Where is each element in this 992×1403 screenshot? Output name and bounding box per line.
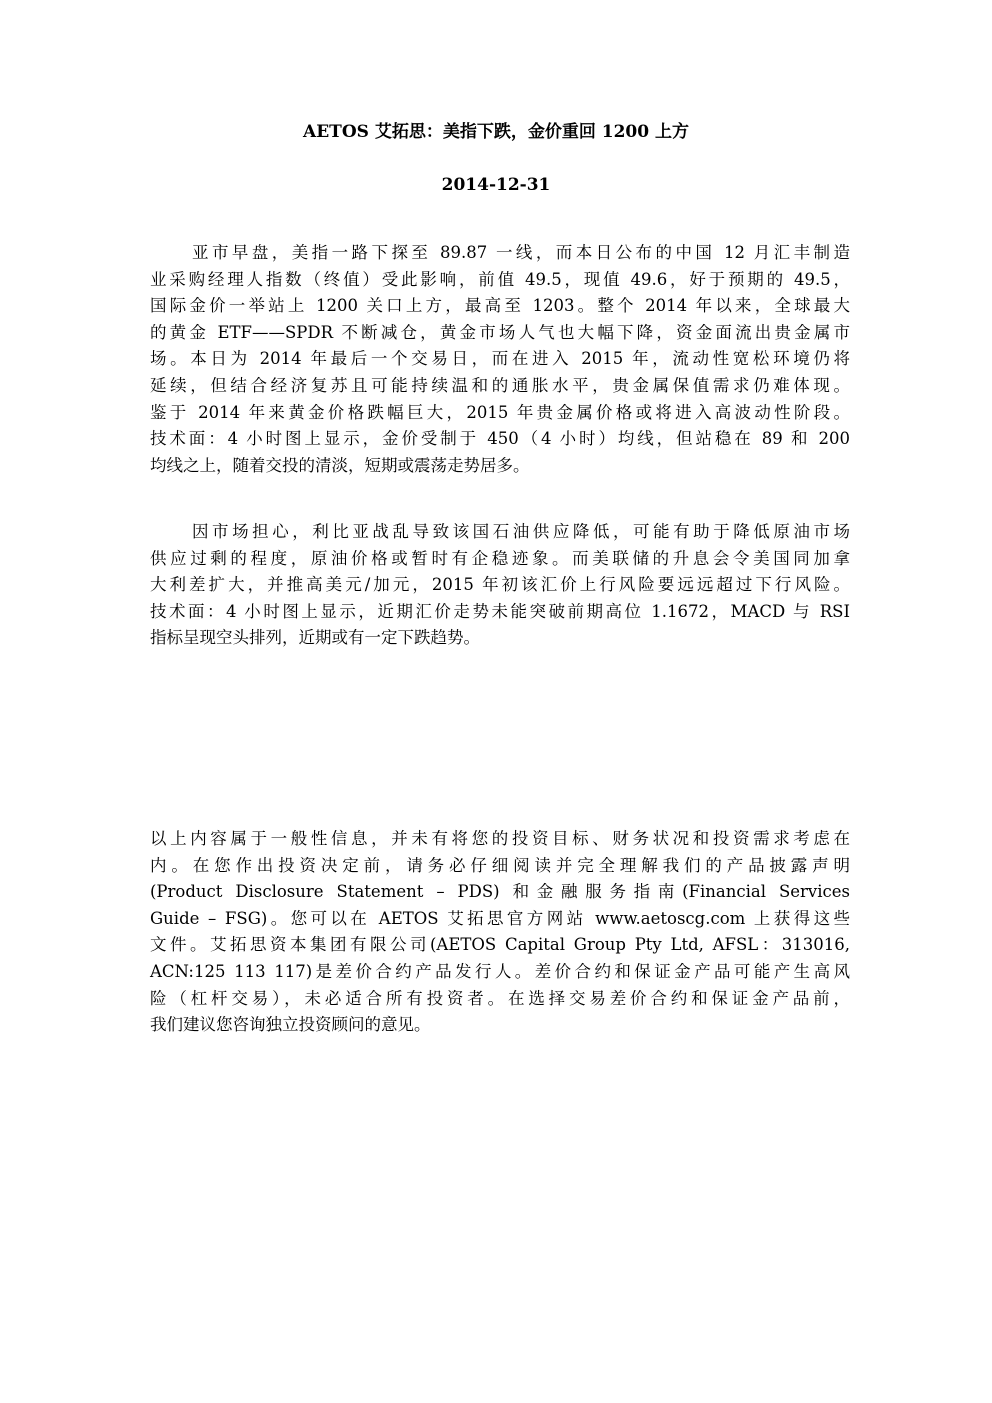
document-date: 2014-12-31: [441, 175, 551, 195]
paragraph-line: 亚市早盘，美指一路下探至 89.87 一线，而本日公布的中国 12 月汇丰制造: [192, 243, 850, 262]
paragraph-line: 延续，但结合经济复苏且可能持续温和的通胀水平，贵金属保值需求仍难体现。: [150, 375, 850, 395]
paragraph-line: (Product Disclosure Statement – PDS) 和金融服务指南(Financial Services: [150, 882, 850, 902]
paragraph-line: 国际金价一举站上 1200 关口上方，最高至 1203。整个 2014 年以来，全球最大: [150, 296, 850, 316]
paragraph-line: 业采购经理人指数（终值）受此影响，前值 49.5，现值 49.6，好于预期的 49.5，: [150, 269, 850, 289]
paragraph-line: ACN:125 113 117)是差价合约产品发行人。差价合约和保证金产品可能产生高风: [150, 961, 850, 981]
paragraph-line: 均线之上，随着交投的清淡，短期或震荡走势居多。: [150, 455, 530, 475]
paragraph-line: 文件。艾拓思资本集团有限公司(AETOS Capital Group Pty Ltd, AFSL：313016,: [150, 935, 850, 955]
paragraph-line: 大利差扩大，并推高美元/加元，2015 年初该汇价上行风险要远远超过下行风险。: [150, 575, 850, 595]
paragraph-line: 鉴于 2014 年来黄金价格跌幅巨大，2015 年贵金属价格或将进入高波动性阶段。: [150, 402, 850, 422]
paragraph-line: 场。本日为 2014 年最后一个交易日，而在进入 2015 年，流动性宽松环境仍将: [150, 349, 850, 369]
paragraph-line: 供应过剩的程度，原油价格或暂时有企稳迹象。而美联储的升息会令美国同加拿: [150, 548, 850, 568]
paragraph-line: 以上内容属于一般性信息，并未有将您的投资目标、财务状况和投资需求考虑在: [150, 829, 850, 848]
document-title: AETOS 艾拓思：美指下跌，金价重回 1200 上方: [303, 122, 689, 142]
paragraph-line: 技术面：4 小时图上显示，金价受制于 450（4 小时）均线，但站稳在 89 和 200: [150, 429, 850, 449]
paragraph-line: Guide – FSG)。您可以在 AETOS 艾拓思官方网站 www.aetoscg.com 上获得这些: [150, 908, 850, 928]
disclaimer-paragraph: [150, 826, 850, 1039]
paragraph-line: 因市场担心，利比亚战乱导致该国石油供应降低，可能有助于降低原油市场: [192, 522, 850, 541]
paragraph-line: 内。在您作出投资决定前，请务必仔细阅读并完全理解我们的产品披露声明: [150, 855, 850, 875]
paragraph-line: 指标呈现空头排列，近期或有一定下跌趋势。: [150, 628, 480, 648]
paragraph-line: 险（杠杆交易），未必适合所有投资者。在选择交易差价合约和保证金产品前，: [150, 988, 850, 1008]
paragraph-line: 我们建议您咨询独立投资顾问的意见。: [150, 1015, 431, 1035]
analysis-paragraph-usdcad: [150, 519, 850, 652]
paragraph-line: 技术面：4 小时图上显示，近期汇价走势未能突破前期高位 1.1672，MACD 与 RSI: [150, 601, 850, 621]
analysis-paragraph-gold: [150, 240, 850, 479]
paragraph-line: 的黄金 ETF——SPDR 不断减仓，黄金市场人气也大幅下降，资金面流出贵金属市: [150, 322, 850, 342]
